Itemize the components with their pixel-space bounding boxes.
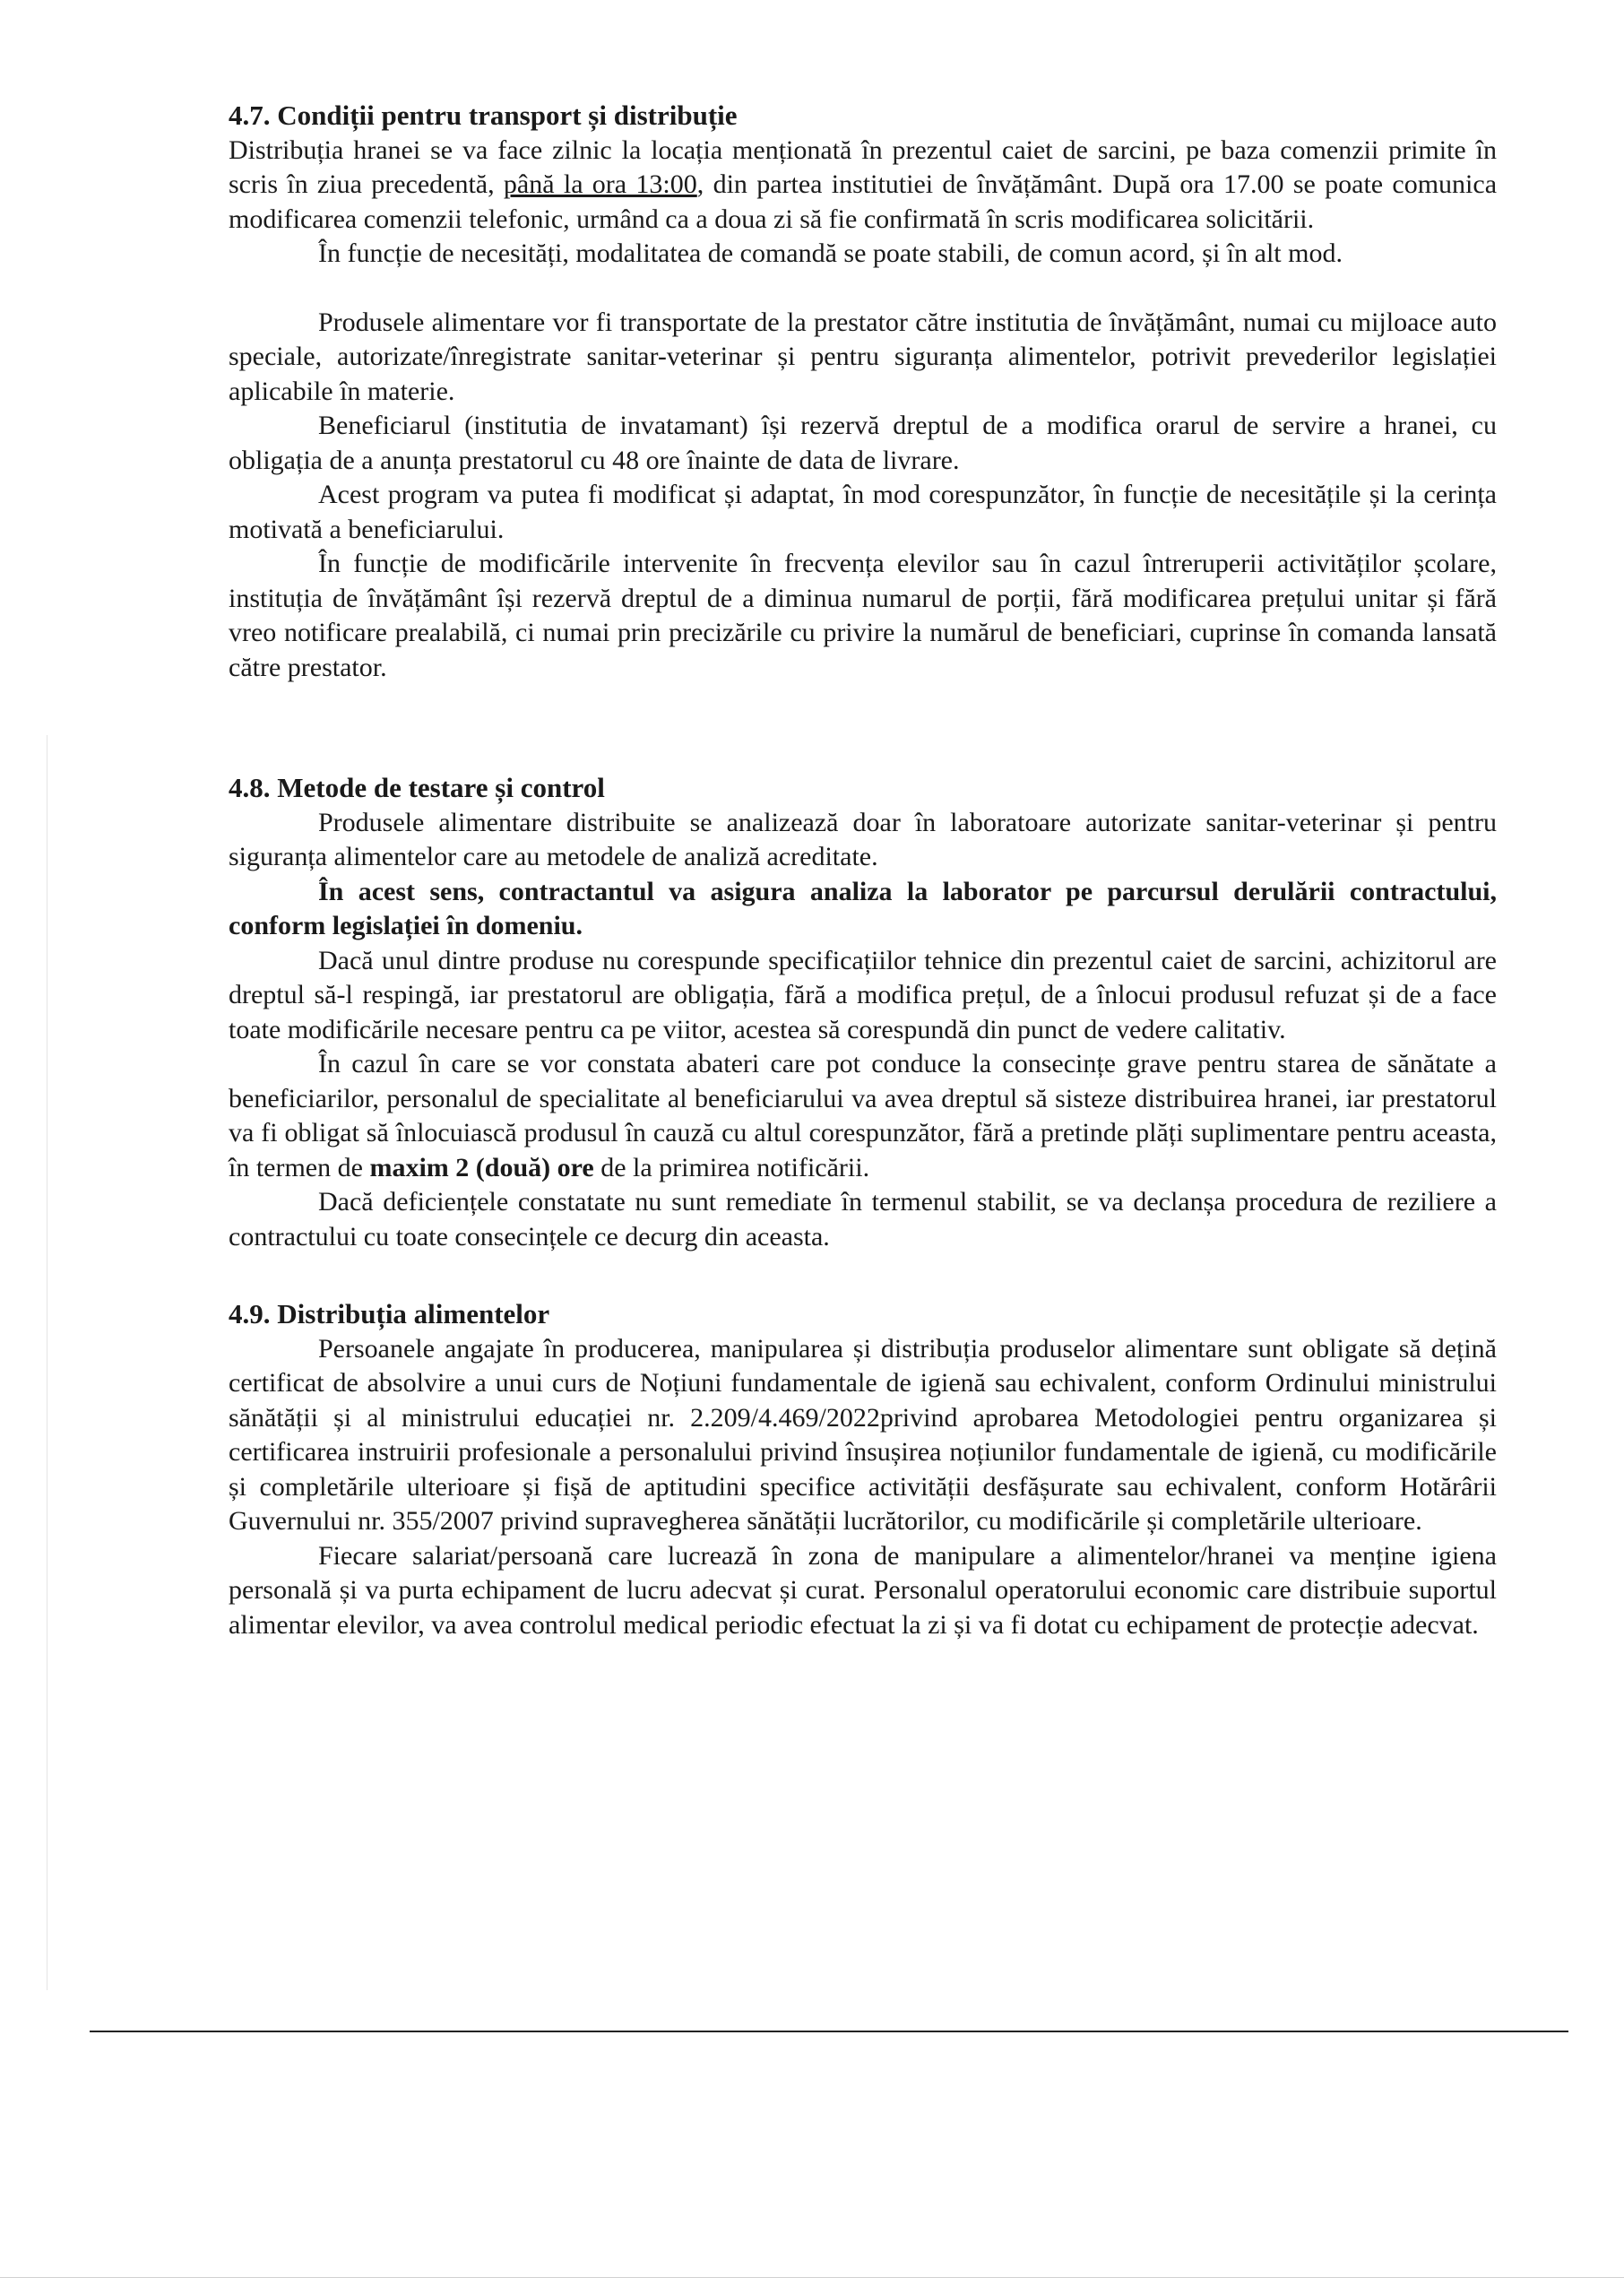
paragraph-4-7-1 (229, 134, 1497, 238)
paragraph-4-8-3: Dacă unul dintre produse nu corespunde specificațiilor tehnice din prezentul caiet de sarcini, achizitorul are dreptul să-l respingă, iar prestatorul are obligația, fără a modifica prețul, de a înlocui produsul refuzat și de a face toate modificările necesare pentru ca pe viitor, acestea să corespundă din punct de vedere calitativ. (229, 945, 1497, 1044)
paragraph-4-8-5: Dacă deficiențele constatate nu sunt remediate în termenul stabilit, se va declanșa procedura de reziliere a contractului cu toate consecințele ce decurg din aceasta. (229, 1187, 1497, 1251)
spacer (229, 272, 1497, 306)
section-title-4-7: 4.7. Condiții pentru transport și distribuție (229, 100, 738, 131)
document-page (229, 99, 1497, 1642)
paragraph-4-7-4: Beneficiarul (institutia de invatamant) își rezervă dreptul de a modifica orarul de servire a hranei, cu obligația de a anunța prestatorul cu 48 ore înainte de data de livrare. (229, 411, 1497, 475)
scan-margin-line (47, 735, 48, 1990)
paragraph-4-7-1-start: Distribuția hranei se va face zilnic la locația menționată în prezentul caiet de sarcini, pe baza comenzii primite în scris în ziua precedentă, (229, 134, 1497, 199)
scan-edge-line (0, 2277, 1624, 2278)
paragraph-4-7-2: În funcție de necesități, modalitatea de comandă se poate stabili, de comun acord, și în alt mod. (318, 238, 1343, 268)
spacer (229, 1254, 1497, 1297)
paragraph-4-8-4-start: În cazul în care se vor constata abateri care pot conduce la consecințe grave pentru starea de sănătate a beneficiarilor, personalul de specialitate al beneficiarului va avea dreptul să sisteze distribuirea hranei, iar prestatorul va fi obligat să înlocuiască produsul în cauză cu altul corespunzător, fără a pretinde plăți suplimentare pentru aceasta, în termen de (229, 1049, 1497, 1182)
paragraph-4-8-4-end: de la primirea notificării. (593, 1152, 870, 1182)
paragraph-4-8-4 (229, 1047, 1497, 1185)
paragraph-4-8-1: Produsele alimentare distribuite se analizează doar în laboratoare autorizate sanitar-veterinar și pentru siguranța alimentelor care au metodele de analiză acreditate. (229, 807, 1497, 871)
paragraph-4-7-5: Acest program va putea fi modificat și adaptat, în mod corespunzător, în funcție de necesitățile și la cerința motivată a beneficiarului. (229, 480, 1497, 544)
section-title-4-9: 4.9. Distribuția alimentelor (229, 1298, 550, 1329)
section-4-9 (229, 1297, 1497, 1642)
paragraph-4-7-3: Produsele alimentare vor fi transportate de la prestator către institutia de învățământ, numai cu mijloace auto speciale, autorizate/înregistrate sanitar-veterinar și pentru siguranța alimentelor, potrivit prevederilor legislației aplicabile în materie. (229, 307, 1497, 406)
paragraph-4-7-6: În funcție de modificările intervenite în frecvența elevilor sau în cazul întreruperii activităților școlare, instituția de învățământ își rezervă dreptul de a diminua numarul de porții, fără modificarea prețului unitar și fără vreo notificare prealabilă, ci numai prin precizările cu privire la numărul de beneficiari, cuprinse în comanda lansată către prestator. (229, 549, 1497, 682)
deadline-underlined: până la ora 13:00 (503, 169, 697, 199)
paragraph-4-9-1: Persoanele angajate în producerea, manipularea și distribuția produselor alimentare sunt obligate să dețină certificat de absolvire a unui curs de Noțiuni fundamentale de igienă sau echivalent, conform Ordinului ministrului sănătății și al ministrului educației nr. 2.209/4.469/2022privind aprobarea Metodologiei pentru organizarea și certificarea instruirii profesionale a personalului privind însușirea noțiunilor fundamentale de igienă, cu modificările și completările ulterioare și fișă de aptitudini specifice activității desfășurate sau echivalent, conform Hotărârii Guvernului nr. 355/2007 privind supravegherea sănătății lucrătorilor, cu modificările și completările ulterioare. (229, 1333, 1497, 1536)
spacer (229, 685, 1497, 771)
paragraph-4-7-1-end: , din partea institutiei de învățământ. După ora 17.00 se poate comunica modificarea comenzii telefonic, urmând ca a doua zi să fie confirmată în scris modificarea solicitării. (229, 169, 1498, 234)
deadline-bold: maxim 2 (două) ore (369, 1152, 594, 1182)
paragraph-4-8-2-bold: În acest sens, contractantul va asigura analiza la laborator pe parcursul derulării contractului, conform legislației în domeniu. (229, 876, 1497, 940)
footer-divider (90, 2031, 1568, 2032)
section-4-7 (229, 99, 1497, 685)
section-4-8 (229, 771, 1497, 1254)
section-title-4-8: 4.8. Metode de testare și control (229, 772, 605, 803)
paragraph-4-9-2: Fiecare salariat/persoană care lucrează în zona de manipulare a alimentelor/hranei va menține igiena personală și va purta echipament de lucru adecvat și curat. Personalul operatorului economic care distribuie suportul alimentar elevilor, va avea controlul medical periodic efectuat la zi și va fi dotat cu echipament de protecție adecvat. (229, 1540, 1497, 1640)
